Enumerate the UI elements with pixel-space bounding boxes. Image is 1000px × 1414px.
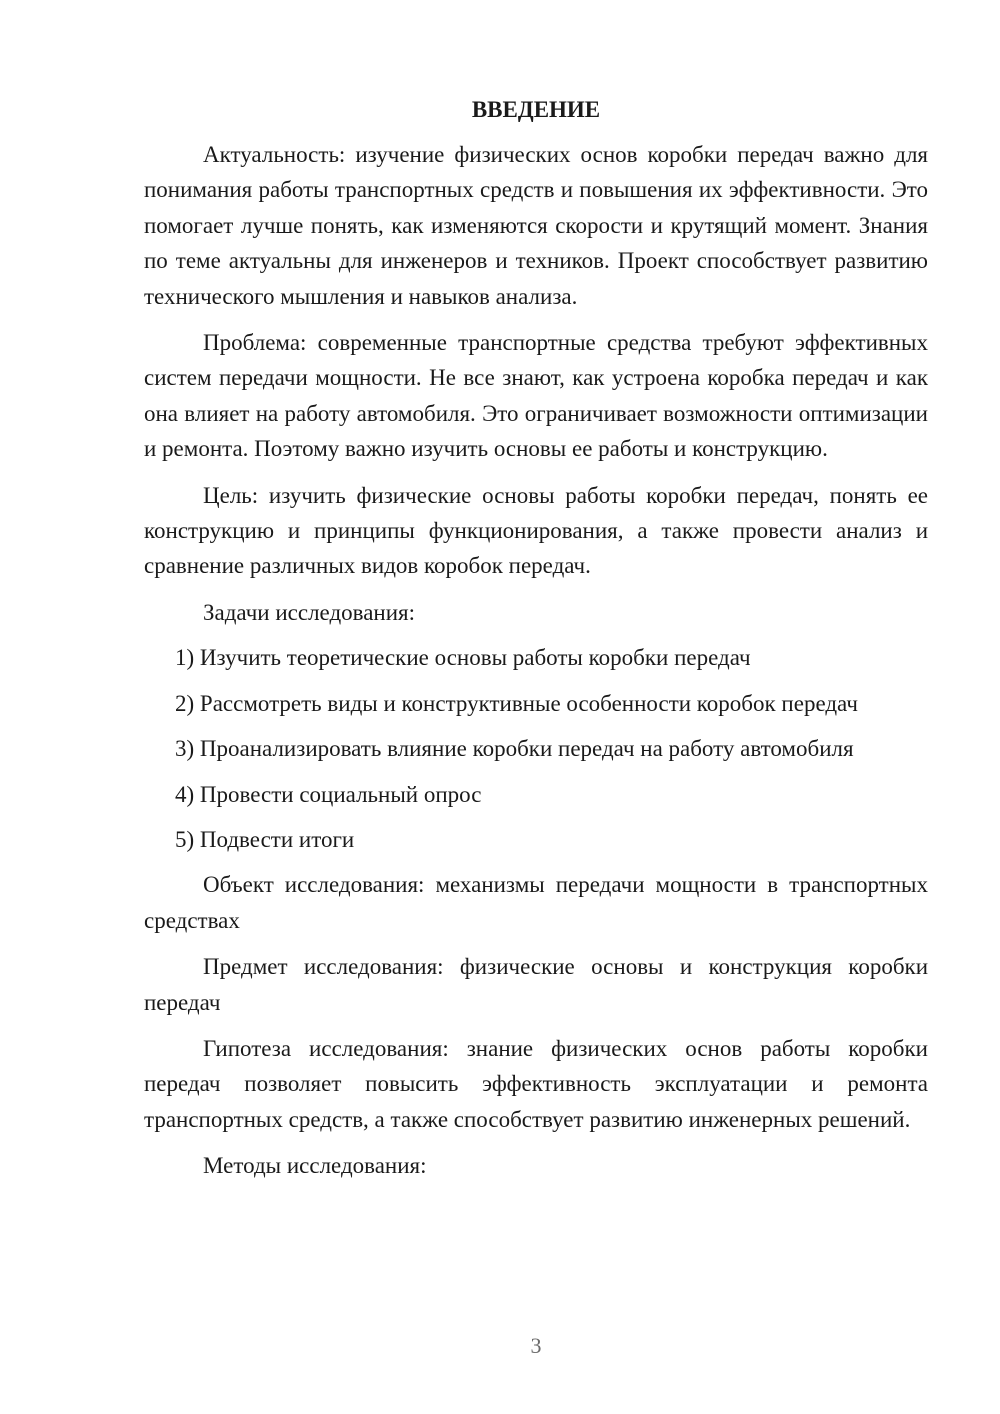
list-item: 4) Провести социальный опрос	[175, 781, 482, 807]
list-item: 1) Изучить теоретические основы работы коробки передач	[175, 645, 751, 671]
paragraph-problem: Проблема: современные транспортные средства требуют эффективных систем передачи мощности. Не все знают, как устроена коробка передач и как она влияет на работу автомобиля. Это ограничивает возможности оптимизации и ремонта. Поэтому важно изучить основы ее работы и конструкцию.	[144, 330, 928, 462]
list-item: 2) Рассмотреть виды и конструктивные особенности коробок передач	[175, 690, 858, 716]
paragraph-object: Объект исследования: механизмы передачи мощности в транспортных средствах	[144, 872, 928, 933]
tasks-list	[144, 640, 928, 857]
section-heading: ВВЕДЕНИЕ	[471, 97, 601, 122]
methods-intro: Методы исследования:	[203, 1153, 427, 1179]
page-content	[144, 92, 928, 1194]
paragraph-subject: Предмет исследования: физические основы и конструкция коробки передач	[144, 954, 928, 1015]
list-item: 5) Подвести итоги	[175, 826, 355, 852]
paragraph-goal: Цель: изучить физические основы работы коробки передач, понять ее конструкцию и принципы функционирования, а также провести анализ и сравнение различных видов коробок передач.	[144, 482, 928, 579]
list-item: 3) Проанализировать влияние коробки передач на работу автомобиля	[175, 736, 854, 762]
paragraph-relevance: Актуальность: изучение физических основ коробки передач важно для понимания работы транспортных средств и повышения их эффективности. Это помогает лучше понять, как изменяются скорости и крутящий момент. Знания по теме актуальны для инженеров и техников. Проект способствует развитию технического мышления и навыков анализа.	[144, 142, 928, 309]
page-number: 3	[530, 1333, 542, 1358]
tasks-intro: Задачи исследования:	[203, 599, 416, 625]
paragraph-hypothesis: Гипотеза исследования: знание физических основ работы коробки передач позволяет повысить эффективность эксплуатации и ремонта транспортных средств, а также способствует развитию инженерных решений.	[144, 1035, 928, 1132]
